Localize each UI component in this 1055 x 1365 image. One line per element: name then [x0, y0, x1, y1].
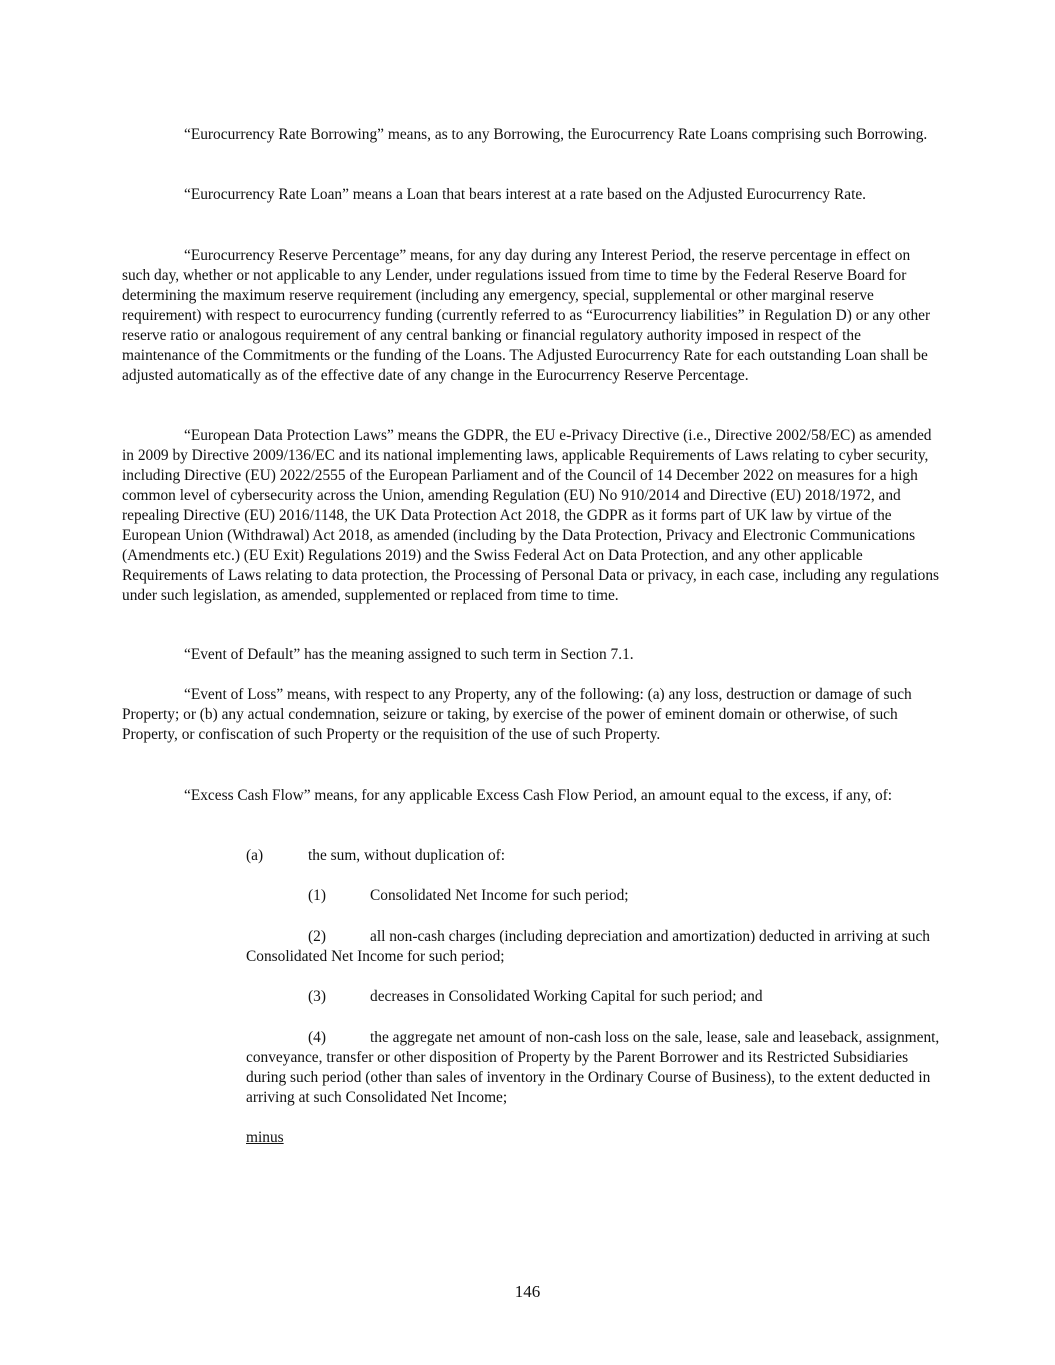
subclause-4-marker: (4) — [308, 1029, 326, 1046]
definition-eurocurrency-rate-loan: “Eurocurrency Rate Loan” means a Loan that bears interest at a rate based on the Adjusted Eurocurrency Rate. — [184, 186, 867, 203]
subclause-4 — [246, 1028, 946, 1108]
subclause-3-text: decreases in Consolidated Working Capital for such period; and — [370, 988, 763, 1005]
subclause-2-text: all non-cash charges (including depreciation and amortization) deducted in arriving at such Consolidated Net Income for such period; — [246, 928, 930, 965]
definition-eurocurrency-reserve-percentage: “Eurocurrency Reserve Percentage” means, for any day during any Interest Period, the reserve percentage in effect on such day, whether or not applicable to any Lender, under regulations issued from time to time by the Federal Reserve Board for determining the maximum reserve requirement (including any emergency, special, supplemental or other marginal reserve requirement) with respect to eurocurrency funding (currently referred to as “Eurocurrency liabilities” in Regulation D) or any other reserve ratio or analogous requirement of any central banking or financial regulatory authority imposed in respect of the maintenance of the Commitments or the funding of the Loans. The Adjusted Eurocurrency Rate for each outstanding Loan shall be adjusted automatically as of the effective date of any change in the Eurocurrency Reserve Percentage. — [122, 247, 931, 384]
subclause-2-marker: (2) — [308, 928, 326, 945]
subclause-2 — [246, 927, 946, 967]
subclause-4-text: the aggregate net amount of non-cash loss on the sale, lease, sale and leaseback, assignment, conveyance, transfer or other disposition of Property by the Parent Borrower and its Restricted Subsidiaries during such period (other than sales of inventory in the Ordinary Course of Business), to the extent deducted in arriving at such Consolidated Net Income; — [246, 1029, 940, 1106]
definition-excess-cash-flow: “Excess Cash Flow” means, for any applicable Excess Cash Flow Period, an amount equal to the excess, if any, of: — [184, 787, 893, 804]
definition-event-of-default: “Event of Default” has the meaning assigned to such term in Section 7.1. — [184, 646, 634, 663]
clause-a — [246, 846, 946, 866]
subclause-1-marker: (1) — [308, 887, 326, 904]
definition-eurocurrency-rate-borrowing: “Eurocurrency Rate Borrowing” means, as to any Borrowing, the Eurocurrency Rate Loans comprising such Borrowing. — [184, 126, 928, 143]
subclause-3-marker: (3) — [308, 988, 326, 1005]
definition-event-of-loss: “Event of Loss” means, with respect to any Property, any of the following: (a) any loss, destruction or damage of such Property; or (b) any actual condemnation, seizure or taking, by exercise of the power of eminent domain or otherwise, of such Property, or confiscation of such Property or the requisition of the use of such Property. — [122, 686, 912, 743]
subclause-3 — [246, 987, 946, 1007]
subclause-1 — [246, 886, 946, 906]
minus-label: minus — [246, 1129, 284, 1146]
clause-a-marker: (a) — [246, 847, 264, 864]
clause-a-text: the sum, without duplication of: — [308, 847, 506, 864]
page-number: 146 — [514, 1282, 541, 1301]
definition-european-data-protection-laws: “European Data Protection Laws” means the GDPR, the EU e-Privacy Directive (i.e., Directive 2002/58/EC) as amended in 2009 by Directive 2009/136/EC and its national implementing laws, applicable Requirements of Laws relating to cyber security, including Directive (EU) 2022/2555 of the European Parliament and of the Council of 14 December 2022 on measures for a high common level of cybersecurity across the Union, amending Regulation (EU) No 910/2014 and Directive (EU) 2018/1972, and repealing Directive (EU) 2016/1148, the UK Data Protection Act 2018, the GDPR as it forms part of UK law by virtue of the European Union (Withdrawal) Act 2018, as amended (including by the Data Protection, Privacy and Electronic Communications (Amendments etc.) (EU Exit) Regulations 2019) and the Swiss Federal Act on Data Protection, and any other applicable Requirements of Laws relating to data protection, the Processing of Personal Data or privacy, in each case, including any regulations under such legislation, as amended, supplemented or replaced from time to time. — [122, 427, 940, 604]
subclause-1-text: Consolidated Net Income for such period; — [370, 887, 629, 904]
